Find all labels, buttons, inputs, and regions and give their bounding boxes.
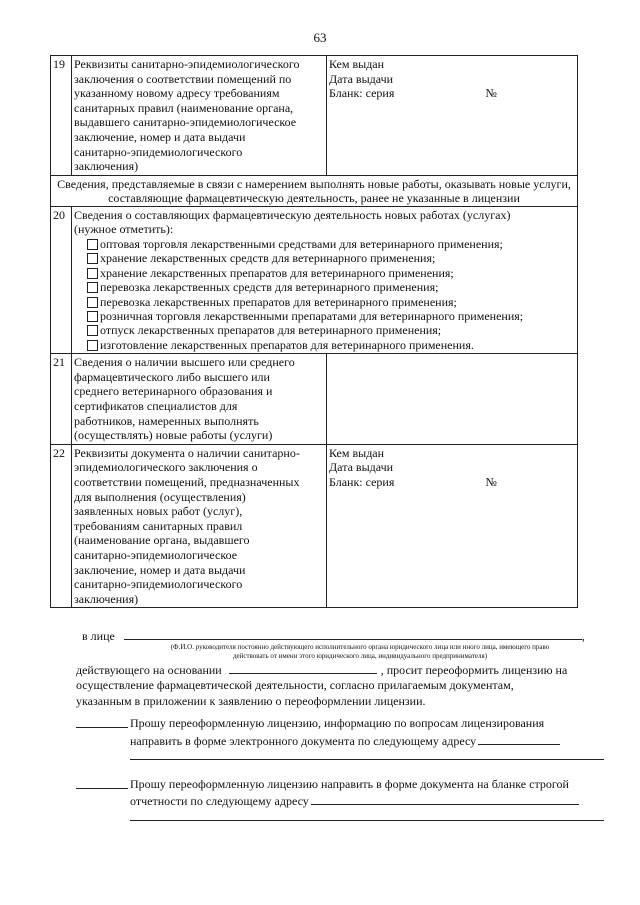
section-header: Сведения, представляемые в связи с намерением выполнять новые работы, оказывать новые услуги, составляющие фармацевтическую деятельность, ранее не указанные в лицензии bbox=[51, 175, 578, 206]
applicant-text-line: указанным в приложении к заявлению о переоформлении лицензии. bbox=[76, 694, 426, 708]
request1-text: Прошу переоформленную лицензию, информацию по вопросам лицензирования bbox=[130, 716, 545, 730]
request1-address-continuation[interactable] bbox=[130, 759, 604, 760]
label-line: работников, намеренных выполнять bbox=[74, 413, 259, 428]
label-line: сертификатов специалистов для bbox=[74, 398, 238, 413]
request1-mark-field[interactable] bbox=[76, 727, 128, 728]
checkbox[interactable] bbox=[87, 325, 98, 336]
row-21 bbox=[51, 354, 578, 445]
checkbox[interactable] bbox=[87, 282, 98, 293]
label-line: соответствии помещений, предназначенных bbox=[74, 474, 300, 489]
row-22-label bbox=[72, 444, 327, 608]
label-line: фармацевтического либо высшего или bbox=[74, 369, 270, 384]
issued-by-label: Кем выдан bbox=[329, 57, 385, 71]
label-line: санитарно-эпидемиологического bbox=[74, 577, 243, 592]
acting-basis-line: действующего на основании , просит переоформить лицензию на bbox=[76, 663, 568, 677]
basis-field[interactable] bbox=[229, 662, 377, 674]
applicant-line bbox=[82, 628, 602, 644]
form-table bbox=[50, 55, 578, 608]
request2-address-continuation[interactable] bbox=[130, 820, 604, 821]
label-line: эпидемиологического заключения о bbox=[74, 460, 258, 475]
label-line: (наименование органа, выдавшего bbox=[74, 533, 250, 548]
label-line: Реквизиты санитарно-эпидемиологического bbox=[74, 57, 300, 71]
checkbox[interactable] bbox=[87, 253, 98, 264]
page-number: 63 bbox=[313, 30, 327, 45]
number-sign: № bbox=[485, 86, 497, 101]
row-number: 22 bbox=[51, 444, 72, 608]
label-line: заключение, номер и дата выдачи bbox=[74, 562, 246, 577]
option-row[interactable]: хранение лекарственных средств для ветеринарного применения; bbox=[74, 251, 575, 265]
label-line: заключения) bbox=[74, 159, 139, 174]
issue-date-label: Дата выдачи bbox=[329, 71, 394, 86]
label-line: выдавшего санитарно-эпидемиологическое bbox=[74, 115, 297, 130]
label-line: (осуществлять) новые работы (услуги) bbox=[74, 428, 273, 443]
issued-by-label: Кем выдан bbox=[329, 445, 385, 460]
checkbox[interactable] bbox=[87, 311, 98, 322]
label-line: заключение, номер и дата выдачи bbox=[74, 129, 246, 144]
label-line: заявленных новых работ (услуг), bbox=[74, 504, 243, 519]
applicant-caption: (Ф.И.О. руководителя постоянно действующего исполнительного органа юридического лица или иного лица, имеющего право действовать от имени этого юридического лица, индивидуального предпринимателя) bbox=[170, 643, 550, 660]
number-sign: № bbox=[485, 474, 497, 489]
label-line: требованиям санитарных правил bbox=[74, 518, 243, 533]
option-row[interactable]: отпуск лекарственных препаратов для ветеринарного применения; bbox=[74, 323, 575, 337]
row-21-label bbox=[72, 354, 327, 445]
issue-date-label: Дата выдачи bbox=[329, 460, 394, 475]
applicant-name-field[interactable] bbox=[124, 628, 582, 640]
comma: , bbox=[581, 629, 585, 643]
row-19-label bbox=[72, 56, 327, 176]
label-line: санитарных правил (наименование органа, bbox=[74, 100, 294, 115]
checkbox[interactable] bbox=[87, 297, 98, 308]
option-row[interactable]: оптовая торговля лекарственными средствами для ветеринарного применения; bbox=[74, 237, 575, 251]
option-row[interactable]: перевозка лекарственных препаратов для ветеринарного применения; bbox=[74, 295, 575, 309]
label-line: для выполнения (осуществления) bbox=[74, 489, 246, 504]
label-line: заключения) bbox=[74, 591, 139, 606]
label-line: Реквизиты документа о наличии санитарно- bbox=[74, 445, 300, 460]
label-line: указанному новому адресу требованиям bbox=[74, 86, 280, 101]
label-line: среднего ветеринарного образования и bbox=[74, 384, 273, 399]
applicant-text-line: осуществление фармацевтической деятельности, согласно прилагаемым документам, bbox=[76, 678, 514, 692]
row-19 bbox=[51, 56, 578, 176]
row-number: 20 bbox=[51, 206, 72, 353]
request1-address-field[interactable] bbox=[478, 733, 560, 745]
row-20-content bbox=[72, 206, 578, 353]
request2-address-line: отчетности по следующему адресу bbox=[130, 793, 606, 809]
row-19-value[interactable] bbox=[327, 56, 578, 176]
request2-text: Прошу переоформленную лицензию направить в форме документа на бланке строгой bbox=[130, 777, 569, 791]
intro-line: (нужное отметить): bbox=[74, 222, 174, 237]
row-20 bbox=[51, 206, 578, 353]
section-header-row bbox=[51, 175, 578, 206]
row-22 bbox=[51, 444, 578, 608]
intro-line: Сведения о составляющих фармацевтическую деятельность новых работах (услугах) bbox=[74, 207, 511, 222]
row-22-value[interactable] bbox=[327, 444, 578, 608]
blank-series-label: Бланк: серия № bbox=[329, 86, 497, 101]
request1-address-line: направить в форме электронного документа по следующему адресу bbox=[130, 733, 606, 749]
checkbox[interactable] bbox=[87, 340, 98, 351]
in-person-label: в лице bbox=[82, 629, 115, 643]
blank-series-label: Бланк: серия № bbox=[329, 474, 497, 489]
option-row[interactable]: розничная торговля лекарственными препаратами для ветеринарного применения; bbox=[74, 309, 575, 323]
row-number: 21 bbox=[51, 354, 72, 445]
row-number: 19 bbox=[51, 56, 72, 176]
request2-address-field[interactable] bbox=[311, 793, 579, 805]
row-21-value[interactable] bbox=[327, 354, 578, 445]
label-line: санитарно-эпидемиологического bbox=[74, 144, 243, 159]
option-row[interactable]: перевозка лекарственных средств для ветеринарного применения; bbox=[74, 280, 575, 294]
option-row[interactable]: изготовление лекарственных препаратов для ветеринарного применения. bbox=[74, 338, 575, 352]
label-line: Сведения о наличии высшего или среднего bbox=[74, 355, 295, 370]
request2-mark-field[interactable] bbox=[76, 788, 128, 789]
checkbox[interactable] bbox=[87, 239, 98, 250]
label-line: санитарно-эпидемиологическое bbox=[74, 547, 238, 562]
checkbox[interactable] bbox=[87, 268, 98, 279]
option-row[interactable]: хранение лекарственных препаратов для ветеринарного применения; bbox=[74, 266, 575, 280]
label-line: заключения о соответствии помещений по bbox=[74, 71, 292, 86]
